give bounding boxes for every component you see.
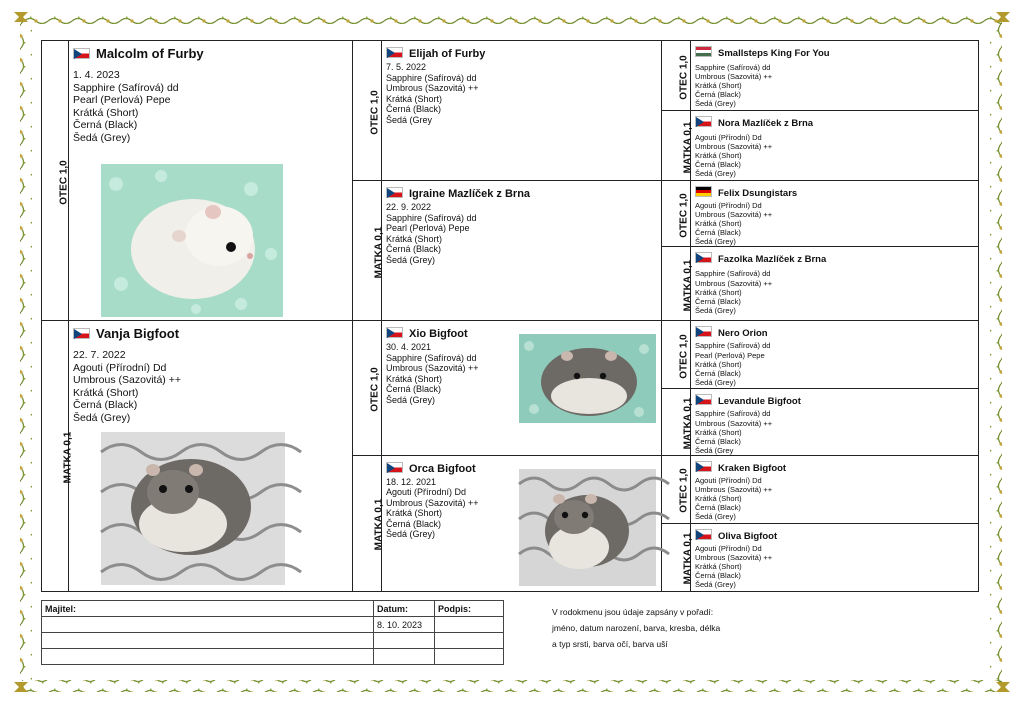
ggp-cell-3: Felix Dsungistars Agouti (Přírodní) Dd Umbrous (Sazovitá) ++ Krátká (Short) Černá (Black) Šedá (Grey) xyxy=(691,181,979,247)
label-ggp-5: OTEC 1,0 xyxy=(662,321,691,389)
hamster-photo-orca xyxy=(519,469,656,586)
czech-flag-icon xyxy=(73,48,90,59)
legend-note: V rodokmenu jsou údaje zapsány v pořadí: jméno, datum narození, barva, kresba, délka a typ srsti, barva očí, barva uší xyxy=(552,607,721,649)
owner-label: Majitel: xyxy=(42,601,374,617)
ggp-cell-2: Nora Mazlíček z Brna Agouti (Přírodní) Dd Umbrous (Sazovitá) ++ Krátká (Short) Černá (Black) Šedá (Grey) xyxy=(691,111,979,181)
label-ggp-1: OTEC 1,0 xyxy=(662,41,691,111)
hamster-photo-father xyxy=(101,164,283,317)
hungarian-flag-icon xyxy=(695,46,712,57)
label-ggp-6: MATKA 0,1 xyxy=(662,389,691,455)
czech-flag-icon xyxy=(386,47,403,58)
czech-flag-icon xyxy=(695,461,712,472)
czech-flag-icon xyxy=(695,116,712,127)
ggp-cell-4: Fazolka Mazlíček z Brna Sapphire (Safírová) dd Umbrous (Sazovitá) ++ Krátká (Short) Černá (Black) Šedá (Grey) xyxy=(691,247,979,321)
signature-label: Podpis: xyxy=(435,601,504,617)
owner-field-1[interactable] xyxy=(42,617,374,633)
czech-flag-icon xyxy=(695,529,712,540)
owner-field-2[interactable] xyxy=(42,633,374,649)
label-ggp-7: OTEC 1,0 xyxy=(662,455,691,523)
grandparent-cell-3: Xio Bigfoot 30. 4. 2021 Sapphire (Safírová) dd Umbrous (Sazovitá) ++ Krátká (Short) Černá (Black) Šedá (Grey) xyxy=(382,321,662,455)
czech-flag-icon xyxy=(73,328,90,339)
german-flag-icon xyxy=(695,186,712,197)
pedigree-table xyxy=(41,40,979,592)
ggp-cell-7: Kraken Bigfoot Agouti (Přírodní) Dd Umbrous (Sazovitá) ++ Krátká (Short) Černá (Black) Šedá (Grey) xyxy=(691,455,979,523)
label-ggp-3: OTEC 1,0 xyxy=(662,181,691,247)
czech-flag-icon xyxy=(695,394,712,405)
label-grandfather-2: OTEC 1,0 xyxy=(353,321,382,455)
hamster-photo-mother xyxy=(101,432,285,585)
ggp-cell-6: Levandule Bigfoot Sapphire (Safírová) dd Umbrous (Sazovitá) ++ Krátká (Short) Černá (Black) Šedá (Grey xyxy=(691,389,979,455)
owner-table xyxy=(41,600,504,665)
parent-father-cell: Malcolm of Furby 1. 4. 2023 Sapphire (Safírová) dd Pearl (Perlová) Pepe Krátká (Short) Černá (Black) Šedá (Grey) xyxy=(69,41,353,321)
label-ggp-8: MATKA 0,1 xyxy=(662,523,691,591)
parent-mother-cell: Vanja Bigfoot 22. 7. 2022 Agouti (Přírodní) Dd Umbrous (Sazovitá) ++ Krátká (Short) Černá (Black) Šedá (Grey) xyxy=(69,321,353,591)
czech-flag-icon xyxy=(695,326,712,337)
czech-flag-icon xyxy=(386,327,403,338)
ggp-cell-8: Oliva Bigfoot Agouti (Přírodní) Dd Umbrous (Sazovitá) ++ Krátká (Short) Černá (Black) Šedá (Grey) xyxy=(691,523,979,591)
owner-field-3[interactable] xyxy=(42,649,374,665)
date-label: Datum: xyxy=(374,601,435,617)
grandparent-cell-1: Elijah of Furby 7. 5. 2022 Sapphire (Safírová) dd Umbrous (Sazovitá) ++ Krátká (Short) Černá (Black) Šedá (Grey xyxy=(382,41,662,181)
ggp-cell-5: Nero Orion Sapphire (Safírová) dd Pearl (Perlová) Pepe Krátká (Short) Černá (Black) Šedá (Grey) xyxy=(691,321,979,389)
parent-father-name: Malcolm of Furby xyxy=(73,45,348,63)
label-ggp-2: MATKA 0,1 xyxy=(662,111,691,181)
label-grandfather-1: OTEC 1,0 xyxy=(353,41,382,181)
signature-field[interactable] xyxy=(435,617,504,633)
czech-flag-icon xyxy=(386,462,403,473)
czech-flag-icon xyxy=(695,252,712,263)
ggp-cell-1: Smallsteps King For You Sapphire (Safírová) dd Umbrous (Sazovitá) ++ Krátká (Short) Černá (Black) Šedá (Grey) xyxy=(691,41,979,111)
label-grandmother-2: MATKA 0,1 xyxy=(353,455,382,591)
label-father: OTEC 1,0 xyxy=(42,41,69,321)
date-value: 8. 10. 2023 xyxy=(374,617,435,633)
parent-mother-name: Vanja Bigfoot xyxy=(73,325,348,343)
czech-flag-icon xyxy=(386,187,403,198)
label-mother: MATKA 0,1 xyxy=(42,321,69,591)
label-ggp-4: MATKA 0,1 xyxy=(662,247,691,321)
grandparent-cell-4: Orca Bigfoot 18. 12. 2021 Agouti (Přírodní) Dd Umbrous (Sazovitá) ++ Krátká (Short) Černá (Black) Šedá (Grey) xyxy=(382,455,662,591)
grandparent-cell-2: Igraine Mazlíček z Brna 22. 9. 2022 Sapphire (Safírová) dd Pearl (Perlová) Pepe Krátká (Short) Černá (Black) Šedá (Grey) xyxy=(382,181,662,321)
label-grandmother-1: MATKA 0,1 xyxy=(353,181,382,321)
hamster-photo-xio xyxy=(519,334,656,423)
